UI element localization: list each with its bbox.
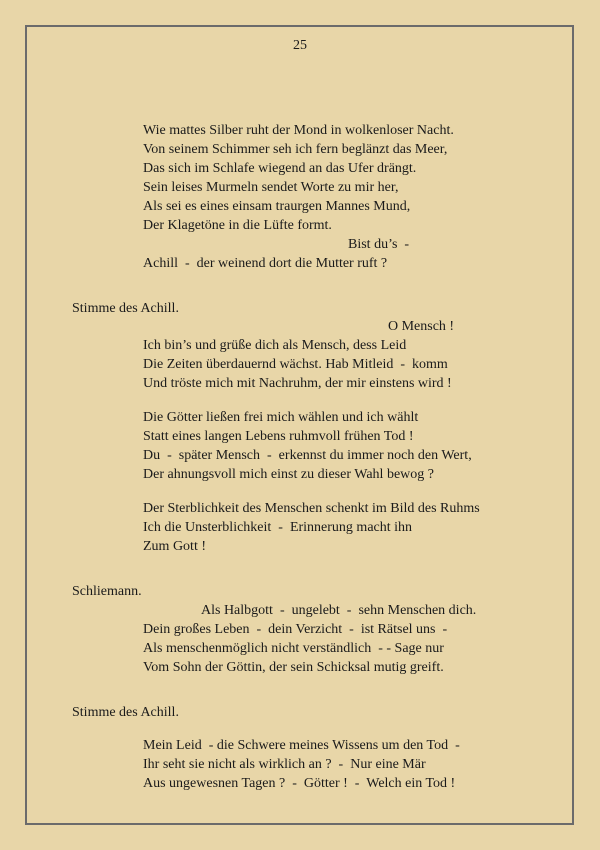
verse-line: Als menschenmöglich nicht verständlich - - Sage nur (143, 641, 444, 656)
verse-line: Das sich im Schlafe wiegend an das Ufer drängt. (143, 161, 417, 176)
verse-line: Mein Leid - die Schwere meines Wissens um den Tod - (143, 738, 460, 753)
speaker-name: Stimme des Achill. (72, 301, 179, 316)
verse-line: Und tröste mich mit Nachruhm, der mir einstens wird ! (143, 376, 452, 391)
verse-line: Du - später Mensch - erkennst du immer noch den Wert, (143, 448, 472, 463)
verse-line: Ich die Unsterblichkeit - Erinnerung macht ihn (143, 520, 413, 535)
verse-line: Als sei es eines einsam traurgen Mannes Mund, (143, 199, 411, 214)
verse-line: Aus ungewesnen Tagen ? - Götter ! - Welch ein Tod ! (143, 776, 456, 791)
page-number: 25 (293, 38, 307, 53)
verse-line: Zum Gott ! (143, 539, 206, 554)
verse-line: Dein großes Leben - dein Verzicht - ist Rätsel uns - (143, 622, 448, 637)
verse-line: Der Klagetöne in die Lüfte formt. (143, 218, 332, 233)
verse-line: Die Zeiten überdauernd wächst. Hab Mitleid - komm (143, 357, 448, 372)
verse-line: Sein leises Murmeln sendet Worte zu mir her, (143, 180, 399, 195)
verse-line: Der ahnungsvoll mich einst zu dieser Wahl bewog ? (143, 467, 434, 482)
verse-line: Die Götter ließen frei mich wählen und ich wählt (143, 410, 419, 425)
verse-line: Statt eines langen Lebens ruhmvoll frühen Tod ! (143, 429, 414, 444)
speaker-name: Schliemann. (72, 584, 142, 599)
verse-line: Von seinem Schimmer seh ich fern beglänzt das Meer, (143, 142, 448, 157)
verse-line: Der Sterblichkeit des Menschen schenkt im Bild des Ruhms (143, 501, 480, 516)
verse-line: Wie mattes Silber ruht der Mond in wolkenloser Nacht. (143, 123, 454, 138)
verse-line-indented: Als Halbgott - ungelebt - sehn Menschen dich. (201, 603, 477, 618)
verse-line: Vom Sohn der Göttin, der sein Schicksal mutig greift. (143, 660, 444, 675)
verse-line: Ich bin’s und grüße dich als Mensch, dess Leid (143, 338, 407, 353)
verse-line-indented: O Mensch ! (388, 319, 455, 334)
verse-line: Ihr seht sie nicht als wirklich an ? - Nur eine Mär (143, 757, 426, 772)
speaker-name: Stimme des Achill. (72, 705, 179, 720)
verse-line-indented: Bist du’s - (348, 237, 410, 252)
verse-line: Achill - der weinend dort die Mutter ruft ? (143, 256, 388, 271)
